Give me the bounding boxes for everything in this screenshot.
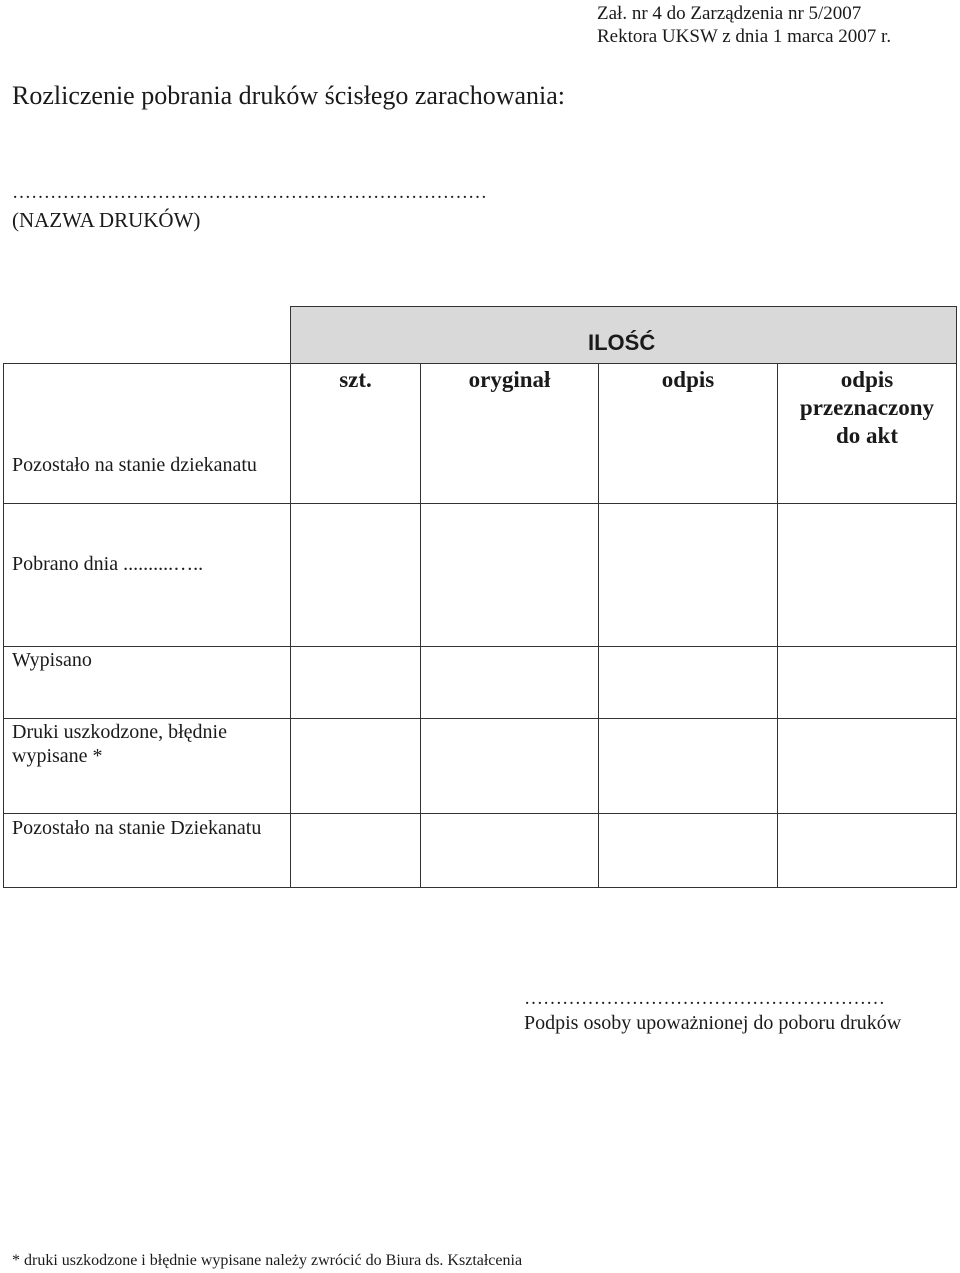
column-header-odpis-do-akt	[778, 366, 956, 450]
row-label-damaged	[12, 720, 227, 768]
signature-dots: …………………………………………………	[524, 988, 885, 1009]
column-header-szt: szt.	[339, 367, 372, 392]
signature-caption: Podpis osoby upoważnionej do poboru druków	[524, 1012, 902, 1034]
table-line	[420, 363, 421, 888]
quantity-header: ILOŚĆ	[588, 330, 656, 355]
table-line	[290, 363, 957, 364]
table-line	[3, 887, 957, 888]
table-line	[3, 363, 4, 888]
row-label-line: Druki uszkodzone, błędnie	[12, 721, 227, 743]
document-title: Rozliczenie pobrania druków ścisłego zarachowania:	[12, 81, 565, 110]
column-header-line: do akt	[836, 423, 898, 448]
table-line	[3, 646, 957, 647]
row-label-remaining-start: Pozostało na stanie dziekanatu	[12, 454, 257, 476]
table-line	[956, 306, 957, 888]
column-header-line: przeznaczony	[799, 395, 935, 420]
row-label-line: wypisane *	[12, 745, 103, 767]
column-header-line: odpis	[840, 367, 894, 392]
attachment-note	[597, 2, 891, 48]
row-label-remaining-end: Pozostało na stanie Dziekanatu	[12, 817, 262, 839]
footnote: * druki uszkodzone i błędnie wypisane należy zwrócić do Biura ds. Kształcenia	[12, 1252, 523, 1269]
table-line	[3, 718, 957, 719]
table-line	[3, 813, 957, 814]
print-name-caption: (NAZWA DRUKÓW)	[12, 208, 201, 232]
attachment-line-1: Zał. nr 4 do Zarządzenia nr 5/2007	[597, 3, 862, 24]
row-label-taken-on: Pobrano dnia ..........…..	[12, 553, 204, 575]
attachment-line-2: Rektora UKSW z dnia 1 marca 2007 r.	[597, 26, 892, 47]
print-name-dots: …………………………………………………………………	[12, 182, 487, 203]
table-line	[290, 306, 957, 307]
row-label-issued: Wypisano	[12, 649, 92, 671]
table-line	[598, 363, 599, 888]
settlement-table	[3, 306, 957, 888]
table-line	[3, 363, 290, 364]
column-header-odpis: odpis	[661, 367, 715, 392]
table-line	[3, 503, 957, 504]
column-header-oryginal: oryginał	[468, 367, 551, 392]
